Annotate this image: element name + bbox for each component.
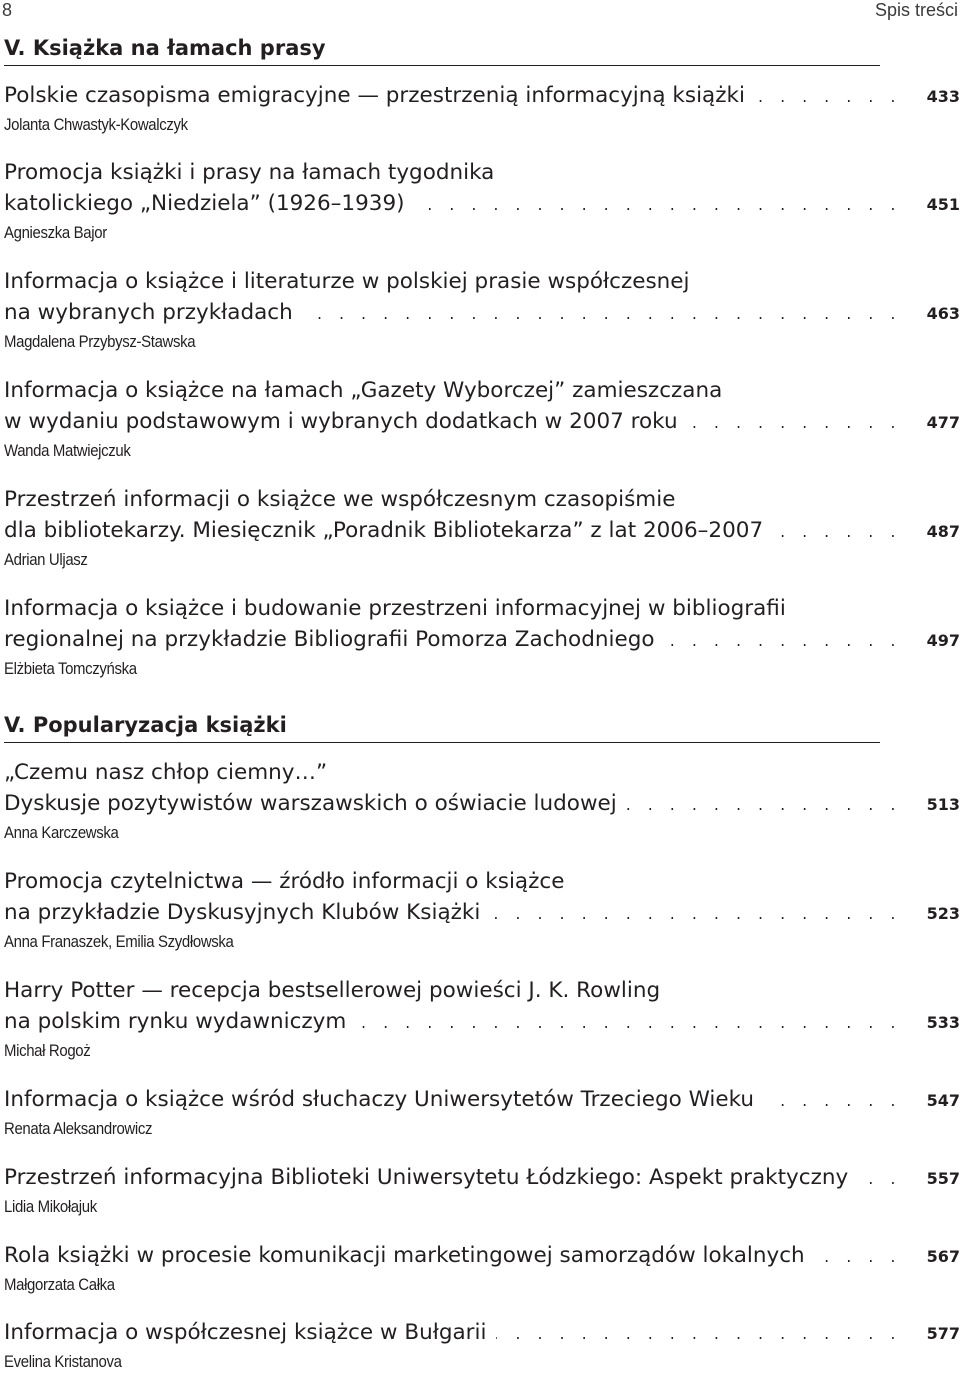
entry-title: Informacja o książce wśród słuchaczy Uniwersytetów Trzeciego Wieku [4, 1087, 755, 1112]
entry-page-number: 477 [926, 413, 960, 432]
entry-title-line [4, 80, 960, 111]
entry-title-line [4, 297, 960, 328]
entry-title: Przestrzeń informacyjna Biblioteki Uniwersytetu Łódzkiego: Aspekt praktyczny [4, 1165, 849, 1190]
toc-entry[interactable] [4, 157, 960, 247]
entry-page-number: 557 [926, 1169, 960, 1188]
entry-title-line [4, 1084, 960, 1115]
toc-entry[interactable] [4, 266, 960, 356]
entry-title: Informacja o książce i budowanie przestrzeni informacyjnej w bibliografii [4, 596, 786, 621]
toc-entry[interactable] [4, 1317, 960, 1376]
entry-page-number: 513 [926, 795, 960, 814]
entry-title-continued: na polskim rynku wydawniczym [4, 1009, 347, 1034]
running-head [0, 0, 960, 24]
entry-author: Anna Franaszek, Emilia Szydłowska [4, 932, 234, 951]
entry-title: Informacja o współczesnej książce w Bułgarii [4, 1320, 487, 1345]
running-title: Spis treści [874, 0, 958, 20]
toc-entry[interactable] [4, 484, 960, 574]
entry-page-number: 487 [926, 522, 960, 541]
entry-title: Polskie czasopisma emigracyjne — przestrzenią informacyjną książki [4, 83, 745, 108]
entry-title-line [4, 1240, 960, 1271]
dot-leader [773, 526, 900, 541]
entry-title-line [4, 1317, 960, 1348]
entry-page-number: 533 [926, 1013, 960, 1032]
entry-author: Wanda Matwiejczuk [4, 441, 131, 460]
entry-author: Elżbieta Tomczyńska [4, 659, 137, 678]
dot-leader [665, 635, 901, 650]
page-number: 8 [2, 0, 13, 20]
entry-author: Renata Aleksandrowicz [4, 1119, 153, 1138]
entry-page-number: 523 [926, 904, 960, 923]
toc-entry[interactable] [4, 1084, 960, 1143]
toc-entry[interactable] [4, 593, 960, 683]
entry-author: Adrian Uljasz [4, 550, 88, 569]
toc-entry[interactable] [4, 975, 960, 1065]
entry-author: Michał Rogoż [4, 1041, 91, 1060]
entry-author: Małgorzata Całka [4, 1275, 115, 1294]
dot-leader [415, 199, 900, 214]
entry-author: Anna Karczewska [4, 823, 119, 842]
entry-page-number: 547 [926, 1091, 960, 1110]
entry-author: Evelina Kristanova [4, 1352, 122, 1371]
entry-title-continued: dla bibliotekarzy. Miesięcznik „Poradnik Bibliotekarza” z lat 2006–2007 [4, 518, 764, 543]
entry-title-continued: na przykładzie Dyskusyjnych Klubów Książki [4, 900, 481, 925]
entry-title: Rola książki w procesie komunikacji marketingowej samorządów lokalnych [4, 1243, 805, 1268]
dot-leader [815, 1251, 900, 1266]
toc-entry[interactable] [4, 375, 960, 465]
entry-title-continued: katolickiego „Niedziela” (1926–1939) [4, 191, 405, 216]
entry-title-line [4, 515, 960, 546]
entry-title: Informacja o książce i literaturze w polskiej prasie współczesnej [4, 269, 690, 294]
entry-author: Magdalena Przybysz-Stawska [4, 332, 196, 351]
dot-leader [490, 908, 900, 923]
entry-page-number: 463 [926, 304, 960, 323]
entry-title: Promocja czytelnictwa — źródło informacji o książce [4, 869, 565, 894]
entry-title-line [4, 788, 960, 819]
dot-leader [356, 1017, 900, 1032]
entry-title: Harry Potter — recepcja bestsellerowej powieści J. K. Rowling [4, 978, 661, 1003]
toc-entry[interactable] [4, 1240, 960, 1299]
entry-author: Agnieszka Bajor [4, 223, 107, 242]
entry-title-continued: w wydaniu podstawowym i wybranych dodatkach w 2007 roku [4, 409, 678, 434]
entry-title-line [4, 1006, 960, 1037]
entry-author: Lidia Mikołajuk [4, 1197, 97, 1216]
entry-title-line [4, 406, 960, 437]
entry-title-line [4, 897, 960, 928]
entry-title: Przestrzeń informacji o książce we współczesnym czasopiśmie [4, 487, 676, 512]
toc-entry[interactable] [4, 1162, 960, 1221]
toc-entry[interactable] [4, 80, 960, 139]
dot-leader [688, 417, 900, 432]
entry-page-number: 577 [926, 1324, 960, 1343]
entry-page-number: 433 [926, 87, 960, 106]
dot-leader [627, 799, 900, 814]
entry-title: Promocja książki i prasy na łamach tygodnika [4, 160, 495, 185]
dot-leader [496, 1328, 900, 1343]
toc-entry[interactable] [4, 757, 960, 847]
entry-page-number: 567 [926, 1247, 960, 1266]
entry-author: Jolanta Chwastyk-Kowalczyk [4, 115, 188, 134]
dot-leader [858, 1173, 900, 1188]
dot-leader [764, 1095, 900, 1110]
entry-page-number: 497 [926, 631, 960, 650]
toc-entry[interactable] [4, 866, 960, 956]
entry-page-number: 451 [926, 195, 960, 214]
entry-title-line [4, 624, 960, 655]
entry-title-line [4, 188, 960, 219]
entry-title: Informacja o książce na łamach „Gazety Wyborczej” zamieszczana [4, 378, 723, 403]
section-heading: V. Książka na łamach prasy [4, 35, 880, 66]
entry-title: „Czemu nasz chłop ciemny…” [4, 760, 328, 785]
entry-title-continued: regionalnej na przykładzie Bibliografii Pomorza Zachodniego [4, 627, 655, 652]
entry-title-continued: na wybranych przykładach [4, 300, 293, 325]
dot-leader [755, 91, 900, 106]
dot-leader [303, 308, 900, 323]
section-heading: V. Popularyzacja książki [4, 712, 880, 743]
entry-title-line [4, 1162, 960, 1193]
entry-title-continued: Dyskusje pozytywistów warszawskich o oświacie ludowej [4, 791, 617, 816]
